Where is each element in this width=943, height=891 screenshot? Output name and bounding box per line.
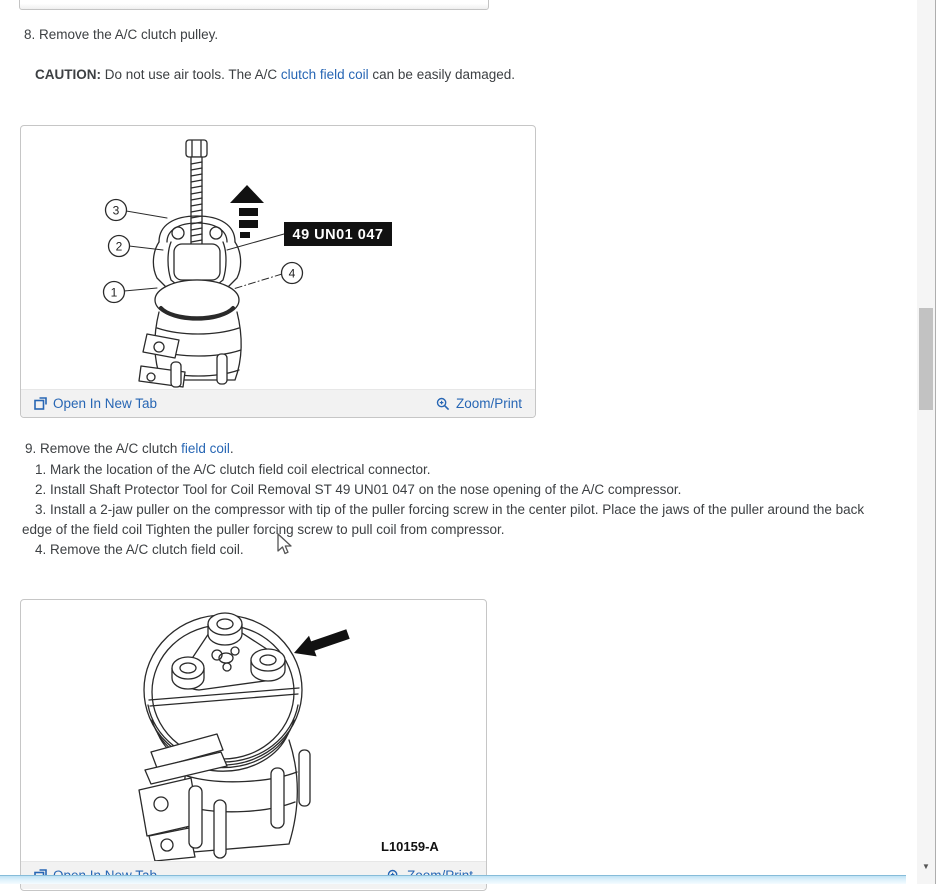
open-in-new-tab-link[interactable] [34, 396, 157, 411]
svg-text:2: 2 [115, 239, 123, 254]
clutch-field-coil-link[interactable]: clutch field coil [280, 67, 369, 82]
compressor-body [139, 312, 241, 387]
vertical-scrollbar-thumb[interactable] [919, 308, 933, 410]
figure2-image [21, 600, 486, 861]
mouse-cursor [276, 533, 293, 557]
compressor-drawing [21, 600, 486, 861]
figure-id-label: L10159-A [381, 839, 439, 854]
callout-4 [282, 263, 303, 284]
substep-2: 2. Install Shaft Protector Tool for Coil Removal ST 49 UN01 047 on the nose opening of the A/C compressor. [35, 482, 682, 497]
previous-figure-bottom-edge [19, 0, 489, 10]
callout-2 [109, 236, 130, 257]
svg-text:1: 1 [110, 285, 118, 300]
step-9-text-after: . [229, 441, 234, 456]
callout-3 [106, 200, 127, 221]
open-in-new-tab-icon [34, 397, 47, 410]
figure1-image [21, 126, 535, 389]
svg-text:3: 3 [112, 203, 120, 218]
puller-forcing-screw [186, 140, 207, 250]
step-9 [25, 440, 234, 458]
up-arrow-symbol [230, 185, 264, 238]
step-8-text: 8. Remove the A/C clutch pulley. [24, 27, 219, 42]
compressor-housing [139, 734, 310, 861]
pointer-arrow-symbol [294, 629, 350, 656]
scrollbar-down-arrow[interactable]: ▼ [922, 862, 930, 871]
zoom-print-link[interactable] [436, 396, 522, 411]
window-edge-divider [935, 0, 936, 884]
open-in-new-tab-label: Open In New Tab [53, 396, 158, 411]
svg-text:4: 4 [288, 266, 296, 281]
figure-compressor-diagram [20, 599, 487, 891]
caution-text-after: can be easily damaged. [368, 67, 516, 82]
zoom-print-label: Zoom/Print [455, 396, 522, 411]
substep-4: 4. Remove the A/C clutch field coil. [35, 542, 244, 557]
figure1-footer [21, 389, 535, 417]
caution-label: CAUTION: [35, 67, 101, 82]
puller-diagram-drawing [21, 126, 535, 389]
field-coil-link[interactable]: field coil [181, 441, 230, 456]
tool-number-label [284, 222, 392, 246]
horizontal-scrollbar[interactable] [0, 875, 906, 884]
step-8 [24, 26, 218, 44]
caution-text-before: Do not use air tools. The A/C [101, 67, 281, 82]
puller-center-boss [174, 244, 220, 280]
substep-3: 3. Install a 2-jaw puller on the compressor with tip of the puller forcing screw in the center pilot. Place the jaws of the puller around the back edge of the field coil Tighten the puller forcing screw to pull coil from compressor. [22, 502, 865, 537]
callout-1 [104, 282, 125, 303]
step-9-substeps [22, 460, 880, 560]
figure-puller-diagram [20, 125, 536, 418]
step-9-text-before: 9. Remove the A/C clutch [25, 441, 182, 456]
vertical-scrollbar-track[interactable] [917, 0, 935, 884]
svg-text:49 UN01 047: 49 UN01 047 [292, 227, 384, 243]
caution-note [35, 66, 515, 84]
field-coil-dome [155, 280, 239, 320]
substep-1: 1. Mark the location of the A/C clutch field coil electrical connector. [35, 462, 431, 477]
zoom-in-icon [436, 397, 450, 411]
